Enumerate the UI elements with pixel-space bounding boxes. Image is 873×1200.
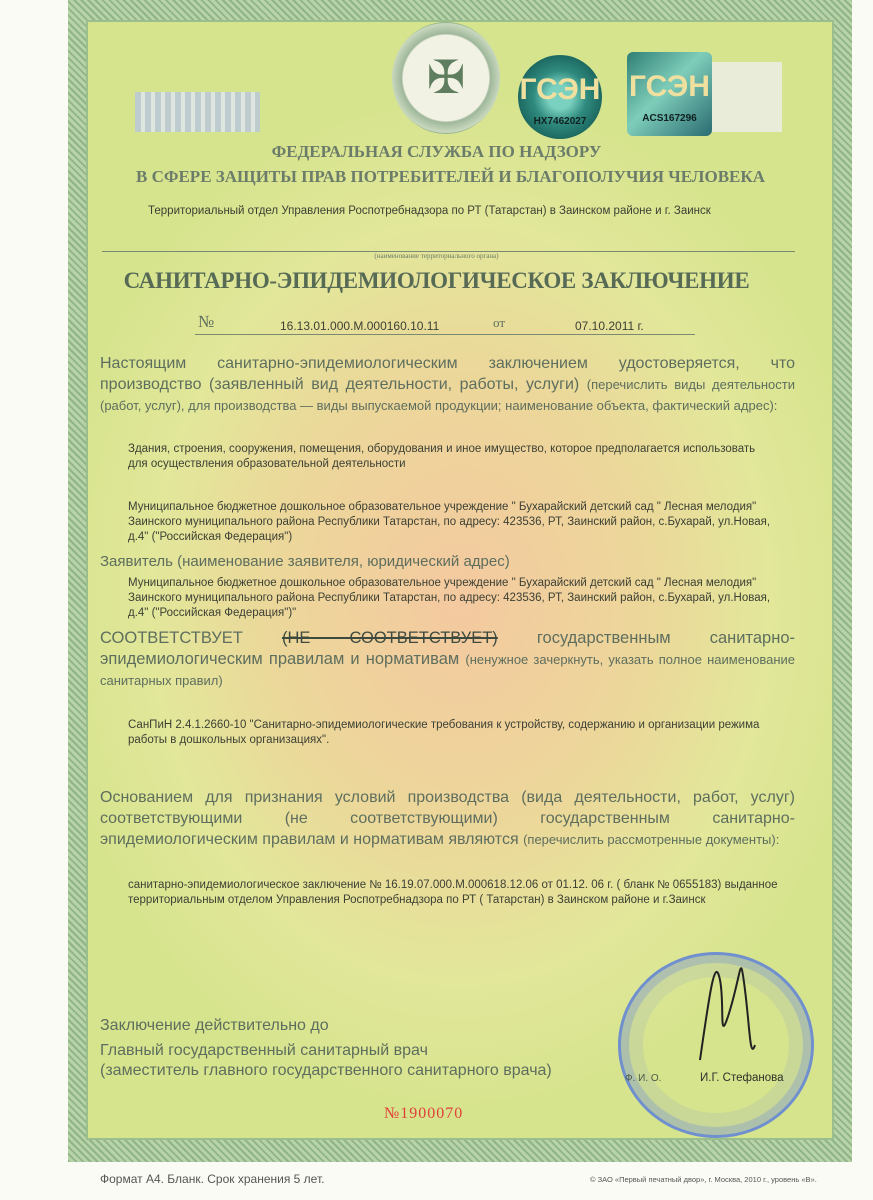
object-value: Муниципальное бюджетное дошкольное образовательное учреждение " Бухарайский детский сад " Лесная мелодия" Заинского муниципального района Республики Татарстан, по адресу: 423536, РТ, Заинский район, с.Бухарай, ул.Новая, д.4" ("Российская Федерация") (128, 501, 771, 543)
basis-main: Основанием для признания условий производства (вида деятельности, работ, услуг) соответствующими (не соответствующими) государственным санитарно-эпидемиологическим правилам и нормативам являются (100, 789, 795, 848)
compliance-rest: государственным санитарно-эпидемиологическим правилам и нормативам (100, 629, 795, 668)
agency-line-2: В СФЕРЕ ЗАЩИТЫ ПРАВ ПОТРЕБИТЕЛЕЙ И БЛАГОПОЛУЧИЯ ЧЕЛОВЕКА (136, 167, 765, 186)
hologram-blank (712, 62, 782, 132)
fio-label: Ф. И. О. (625, 1073, 662, 1084)
basis-value: санитарно-эпидемиологическое заключение № 16.19.07.000.М.000618.12.06 от 01.12. 06 г. ( бланк № 0655183) выданное территориальным отделом Управления Роспотребнадзора по РТ ( Татарстан) в Заинском районе и г.Заинск (128, 879, 778, 906)
valid-until-label: Заключение действительно до (100, 1017, 329, 1034)
compliance-text (100, 628, 795, 691)
activity-value: Здания, строения, сооружения, помещения, оборудования и иное имущество, которое предполагается использовать для осуществления образовательной деятельности (128, 443, 756, 470)
compliance-hint: (ненужное зачеркнуть, указать полное наименование санитарных правил) (100, 652, 795, 688)
not-conforms-struck: (НЕ СООТВЕТСТВУЕТ) (281, 629, 498, 647)
signatory-name: И.Г. Стефанова (700, 1072, 784, 1084)
hologram-circle-code: HX7462027 (533, 116, 587, 127)
document-title: САНИТАРНО-ЭПИДЕМИОЛОГИЧЕСКОЕ ЗАКЛЮЧЕНИЕ (123, 268, 750, 293)
signatory-deputy: (заместитель главного государственного санитарного врача) (100, 1062, 552, 1079)
basis-text (100, 787, 795, 850)
signature (690, 950, 760, 1070)
territorial-caption: (наименование территориального органа) (374, 252, 499, 260)
number-label: № (198, 312, 215, 331)
hologram-circle: ГСЭН HX7462027 (518, 55, 602, 139)
document-date: 07.10.2011 г. (575, 319, 644, 333)
applicant-value: Муниципальное бюджетное дошкольное образовательное учреждение " Бухарайский детский сад " Лесная мелодия" Заинского муниципального района Республики Татарстан, по адресу: 423536, РТ, Заинский район, с.Бухарай, ул.Новая, д.4" ("Российская Федерация")" (128, 577, 771, 619)
document-number: 16.13.01.000.М.000160.10.11 (280, 319, 440, 333)
date-label: от (493, 315, 506, 330)
hologram-strip (135, 92, 260, 132)
certifies-main: Настоящим санитарно-эпидемиологическим заключением удостоверяется, что производство (заявленный вид деятельности, работы, услуги) (100, 355, 795, 393)
applicant-label: Заявитель (наименование заявителя, юридический адрес) (100, 553, 510, 570)
eagle-icon: ✠ (426, 51, 466, 103)
blank-serial-number: №1900070 (384, 1105, 464, 1122)
certifies-text (100, 353, 795, 416)
hologram-square-code: ACS167296 (642, 113, 697, 124)
sanitary-rules-value: СанПиН 2.4.1.2660-10 "Санитарно-эпидемиологические требования к устройству, содержанию и организации режима работы в дошкольных организациях". (128, 719, 760, 746)
conforms-word: СООТВЕТСТВУЕТ (100, 629, 243, 647)
footer-format: Формат А4. Бланк. Срок хранения 5 лет. (100, 1172, 325, 1186)
territorial-body: Территориальный отдел Управления Роспотребнадзора по РТ (Татарстан) в Заинском районе и г. Заинск (148, 205, 711, 217)
hologram-square: ГСЭН ACS167296 (627, 52, 712, 136)
coat-of-arms-emblem (392, 22, 500, 134)
signatory-title: Главный государственный санитарный врач (100, 1042, 428, 1059)
agency-line-1: ФЕДЕРАЛЬНАЯ СЛУЖБА ПО НАДЗОРУ (271, 142, 602, 161)
certifies-hint: (перечислить виды деятельности (работ, услуг), для производства — виды выпускаемой продукции; наименование объекта, фактический адрес): (100, 377, 795, 413)
footer-printer: © ЗАО «Первый печатный двор», г. Москва, 2010 г., уровень «В». (590, 1175, 817, 1184)
basis-hint: (перечислить рассмотренные документы): (523, 832, 780, 847)
